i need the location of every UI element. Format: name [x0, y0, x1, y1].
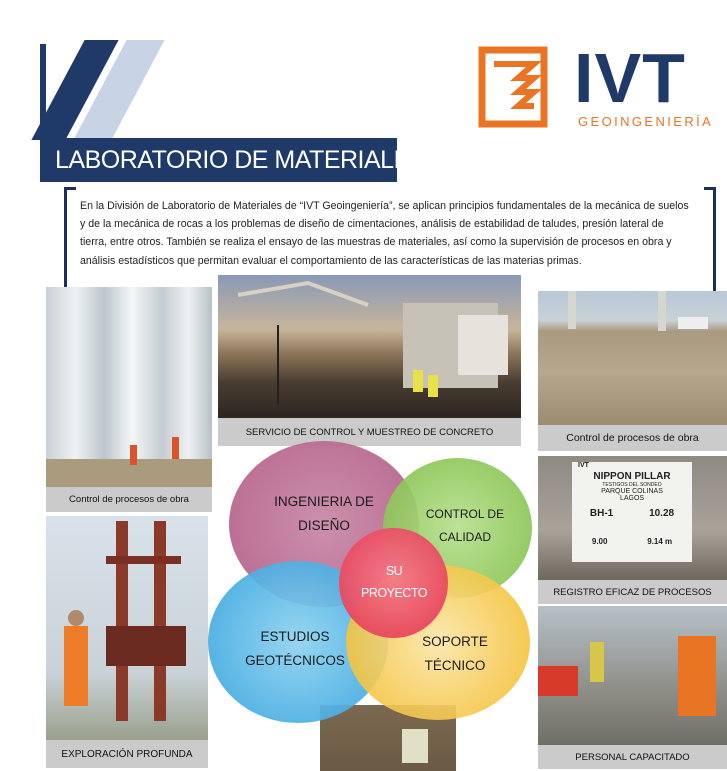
- logo-mark-icon: [478, 44, 550, 130]
- sign-line-1: NIPPON PILLAR: [593, 471, 671, 482]
- caption-left-bottom: EXPLORACIÓN PROFUNDA: [46, 740, 208, 768]
- venn-support-line2: TÉCNICO: [424, 658, 486, 673]
- sign-logo-text: IVT: [578, 462, 589, 469]
- logo-brand-text: IVT: [574, 39, 686, 117]
- venn-design-line2: DISEÑO: [298, 518, 350, 533]
- photo-drawing: [46, 516, 208, 740]
- venn-quality-line1: CONTROL DE: [425, 507, 505, 521]
- venn-label-quality: [405, 503, 525, 549]
- venn-label-design: [254, 490, 394, 538]
- sign-line-4: LAGOS: [619, 495, 645, 502]
- venn-label-studies: [225, 625, 365, 673]
- worker-figure: [590, 642, 604, 682]
- caption-left-top: Control de procesos de obra: [46, 487, 212, 512]
- company-logo: [478, 39, 727, 130]
- core-sample-sign: [572, 462, 692, 562]
- intro-paragraph: En la División de Laboratorio de Materiales de “IVT Geoingeniería”, se aplican principios fundamentales de la mecánica de suelos y de la mecánica de rocas a los problemas de diseño de cimentaciones, análisis de estabilidad de taludes, presión lateral de tierra, entre otros. También se realiza el ensayo de las muestras de materiales, así como la supervisión de procesos en obra y análisis estadísticos que permitan evaluar el comportamiento de las características de las materias primas.: [80, 200, 689, 267]
- venn-studies-line1: ESTUDIOS: [260, 629, 330, 644]
- photo-drawing: [218, 275, 521, 418]
- photo-servicio-concreto: [218, 275, 521, 418]
- worker-figure: [130, 445, 137, 465]
- decorative-edge-bar: [40, 44, 46, 139]
- right-bracket: [704, 187, 716, 301]
- sign-line-3: PARQUE COLINAS: [601, 488, 663, 495]
- photo-exploracion-profunda: [46, 516, 208, 740]
- venn-studies-line2: GEOTÉCNICOS: [245, 653, 345, 668]
- venn-label-support: [390, 630, 520, 678]
- worker-figure: [678, 636, 716, 716]
- sign-borehole: BH-1: [589, 508, 614, 519]
- caption-center-top: SERVICIO DE CONTROL Y MUESTREO DE CONCRETO: [218, 418, 521, 446]
- venn-center-line1: SU: [385, 564, 403, 578]
- caption-right-bottom: PERSONAL CAPACITADO: [538, 745, 727, 769]
- venn-center-line2: PROYECTO: [361, 586, 427, 600]
- sign-from: 9.00: [591, 537, 608, 546]
- photo-registro-procesos: [538, 456, 727, 580]
- sign-to: 9.14 m: [647, 537, 673, 546]
- left-bracket: [64, 187, 76, 301]
- photo-control-procesos-left: [46, 287, 212, 487]
- photo-control-procesos-right: [538, 291, 727, 425]
- worker-figure: [172, 437, 179, 459]
- caption-right-mid: REGISTRO EFICAZ DE PROCESOS: [538, 580, 727, 604]
- photo-personal-capacitado: [538, 606, 727, 745]
- venn-quality-line2: CALIDAD: [438, 530, 491, 544]
- page-title: LABORATORIO DE MATERIALES: [55, 146, 426, 174]
- venn-design-line1: INGENIERIA DE: [274, 494, 374, 509]
- sign-line-2: TESTIGOS DEL SONDEO: [602, 482, 662, 488]
- venn-support-line1: SOPORTE: [422, 634, 488, 649]
- venn-label-center: [352, 560, 436, 604]
- caption-right-top: Control de procesos de obra: [538, 425, 727, 451]
- sign-depth: 10.28: [649, 508, 675, 519]
- logo-subtitle-text: GEOINGENIERÍA: [578, 114, 714, 129]
